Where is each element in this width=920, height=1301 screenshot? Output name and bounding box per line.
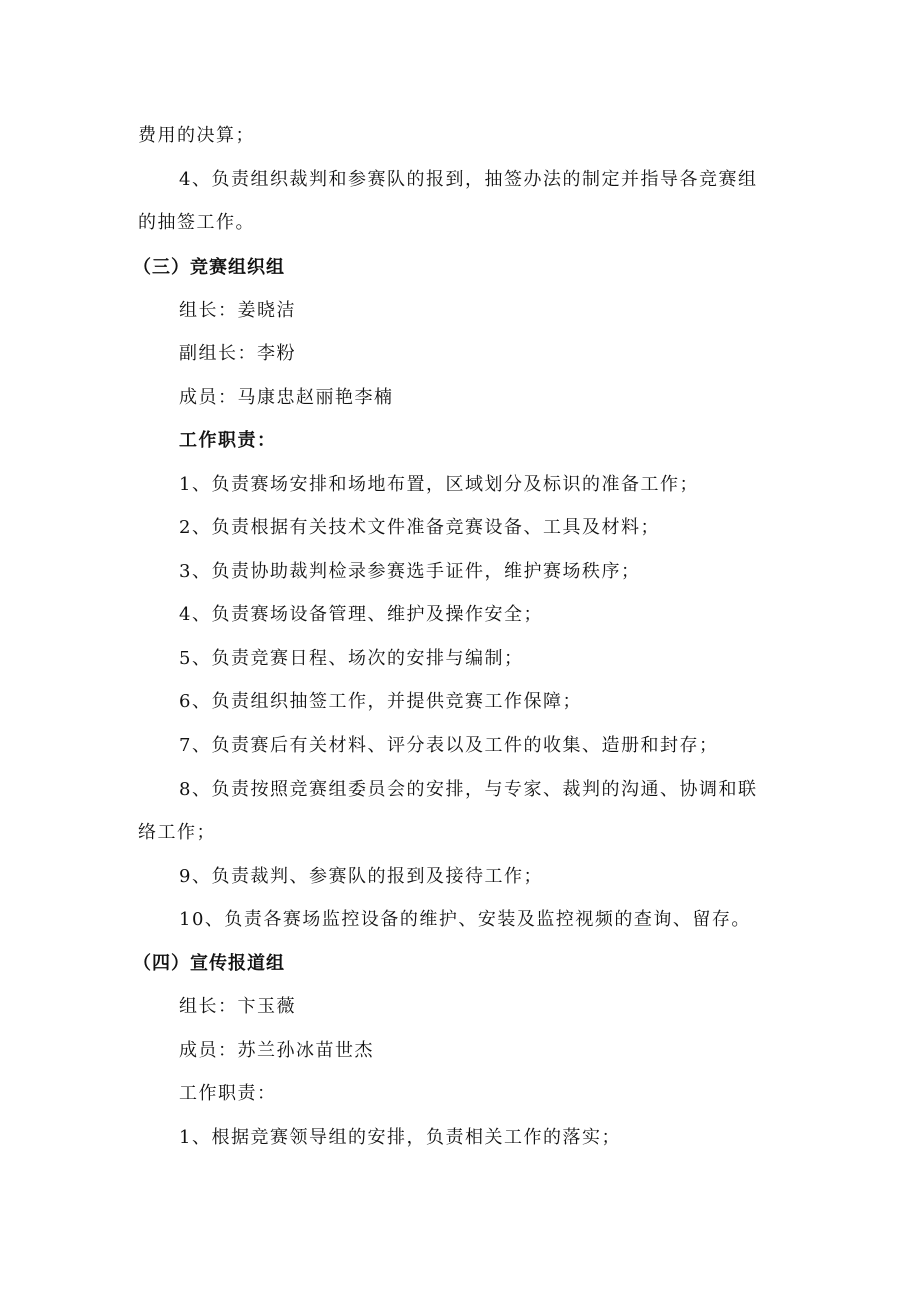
duties-heading: 工作职责： xyxy=(179,1083,277,1104)
duty-item-7: 7、负责赛后有关材料、评分表以及工件的收集、造册和封存； xyxy=(179,735,719,756)
section-heading-competition-organization: （三）竞赛组织组 xyxy=(133,257,285,278)
paragraph-continuation: 络工作； xyxy=(138,822,216,843)
duties-heading: 工作职责： xyxy=(179,430,277,451)
duty-item-4: 4、负责赛场设备管理、维护及操作安全； xyxy=(179,604,543,625)
group-leader: 组长：卞玉薇 xyxy=(179,996,296,1017)
group-members: 成员：苏兰孙冰苗世杰 xyxy=(179,1040,374,1061)
duty-item-2: 2、负责根据有关技术文件准备竞赛设备、工具及材料； xyxy=(179,517,660,538)
duty-item-10: 10、负责各赛场监控设备的维护、安装及监控视频的查询、留存。 xyxy=(179,909,751,930)
duty-item-1: 1、负责赛场安排和场地布置，区域划分及标识的准备工作； xyxy=(179,474,699,495)
duty-item-4: 4、负责组织裁判和参赛队的报到，抽签办法的制定并指导各竞赛组 xyxy=(179,169,758,190)
paragraph-continuation: 的抽签工作。 xyxy=(138,212,255,233)
section-heading-publicity: （四）宣传报道组 xyxy=(133,953,285,974)
duty-item-9: 9、负责裁判、参赛队的报到及接待工作； xyxy=(179,866,543,887)
duty-item-1: 1、根据竞赛领导组的安排，负责相关工作的落实； xyxy=(179,1127,621,1148)
duty-item-8: 8、负责按照竞赛组委员会的安排，与专家、裁判的沟通、协调和联 xyxy=(179,779,758,800)
duty-item-3: 3、负责协助裁判检录参赛选手证件，维护赛场秩序； xyxy=(179,561,641,582)
deputy-group-leader: 副组长：李粉 xyxy=(179,343,296,364)
duty-item-6: 6、负责组织抽签工作，并提供竞赛工作保障； xyxy=(179,691,582,712)
group-leader: 组长：姜晓洁 xyxy=(179,300,296,321)
duty-item-5: 5、负责竞赛日程、场次的安排与编制； xyxy=(179,648,524,669)
group-members: 成员：马康忠赵丽艳李楠 xyxy=(179,387,394,408)
paragraph-continuation: 费用的决算； xyxy=(138,125,255,146)
